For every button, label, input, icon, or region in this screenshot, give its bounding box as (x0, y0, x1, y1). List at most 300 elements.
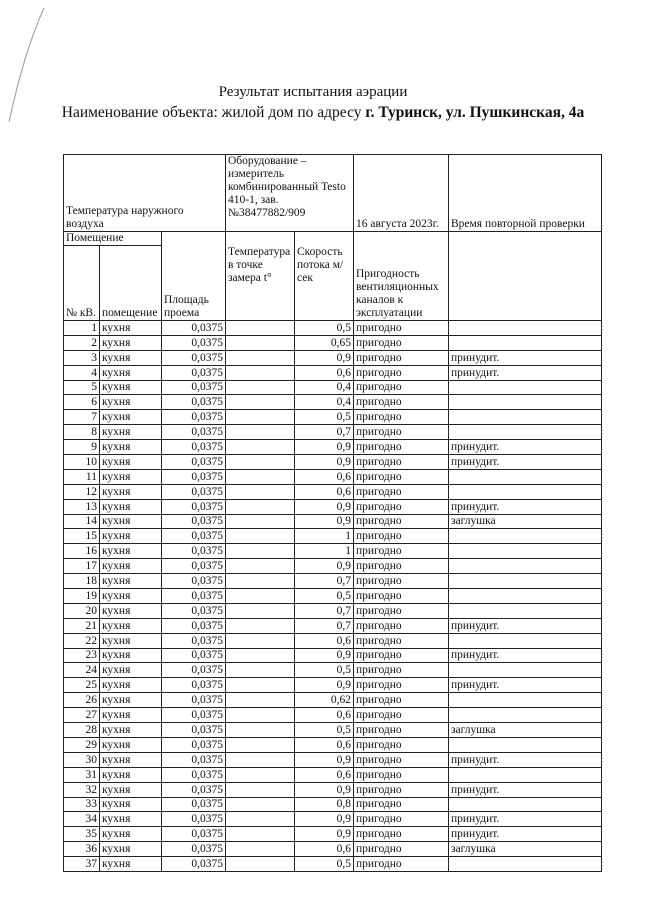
cell-note (449, 484, 602, 499)
cell-room: кухня (100, 767, 162, 782)
cell-status: пригодно (354, 782, 449, 797)
cell-status: пригодно (354, 633, 449, 648)
cell-note (449, 603, 602, 618)
cell-note (449, 797, 602, 812)
cell-note (449, 589, 602, 604)
cell-area: 0,0375 (162, 782, 226, 797)
cell-speed: 0,8 (295, 797, 354, 812)
cell-area: 0,0375 (162, 648, 226, 663)
cell-temp (226, 633, 295, 648)
cell-temp (226, 514, 295, 529)
col-header-room: помещение (100, 246, 162, 321)
cell-area: 0,0375 (162, 455, 226, 470)
cell-apt: 26 (64, 693, 100, 708)
cell-room: кухня (100, 365, 162, 380)
cell-temp (226, 693, 295, 708)
cell-room: кухня (100, 469, 162, 484)
cell-room: кухня (100, 693, 162, 708)
equipment-label: Оборудование – измеритель комбинированный Testo 410-1, зав. №38477882/909 (226, 155, 354, 232)
cell-area: 0,0375 (162, 767, 226, 782)
cell-apt: 27 (64, 708, 100, 723)
table-row (64, 574, 602, 589)
cell-room: кухня (100, 812, 162, 827)
cell-note (449, 574, 602, 589)
cell-note: принудит. (449, 440, 602, 455)
cell-note (449, 469, 602, 484)
table-row (64, 678, 602, 693)
cell-temp (226, 678, 295, 693)
cell-apt: 3 (64, 350, 100, 365)
cell-status: пригодно (354, 559, 449, 574)
cell-room: кухня (100, 335, 162, 350)
cell-temp (226, 425, 295, 440)
table-row (64, 767, 602, 782)
table-row (64, 603, 602, 618)
cell-room: кухня (100, 678, 162, 693)
cell-temp (226, 410, 295, 425)
cell-note (449, 544, 602, 559)
table-row (64, 812, 602, 827)
cell-area: 0,0375 (162, 559, 226, 574)
cell-speed: 0,9 (295, 812, 354, 827)
cell-apt: 11 (64, 469, 100, 484)
cell-apt: 34 (64, 812, 100, 827)
col-header-speed: Скорость потока м/сек (295, 246, 354, 321)
cell-status: пригодно (354, 678, 449, 693)
cell-temp (226, 663, 295, 678)
cell-area: 0,0375 (162, 857, 226, 872)
cell-apt: 5 (64, 380, 100, 395)
cell-temp (226, 842, 295, 857)
table-row (64, 782, 602, 797)
cell-apt: 30 (64, 752, 100, 767)
cell-apt: 37 (64, 857, 100, 872)
cell-speed: 0,4 (295, 395, 354, 410)
table-row (64, 321, 602, 336)
cell-status: пригодно (354, 842, 449, 857)
cell-status: пригодно (354, 812, 449, 827)
cell-temp (226, 365, 295, 380)
cell-speed: 0,6 (295, 484, 354, 499)
measurement-rows (64, 321, 602, 872)
table-row (64, 752, 602, 767)
cell-area: 0,0375 (162, 469, 226, 484)
table-row (64, 633, 602, 648)
cell-note: принудит. (449, 350, 602, 365)
col-header-suitability: Пригодность вентиляционных каналов к эксплуатации (354, 246, 449, 321)
cell-area: 0,0375 (162, 514, 226, 529)
cell-room: кухня (100, 410, 162, 425)
cell-room: кухня (100, 842, 162, 857)
table-row (64, 410, 602, 425)
cell-speed: 0,6 (295, 469, 354, 484)
cell-room: кухня (100, 559, 162, 574)
cell-speed: 0,9 (295, 752, 354, 767)
table-row (64, 365, 602, 380)
cell-area: 0,0375 (162, 574, 226, 589)
cell-note: принудит. (449, 678, 602, 693)
cell-note (449, 663, 602, 678)
cell-apt: 2 (64, 335, 100, 350)
recheck-time-label: Время повторной проверки (449, 155, 602, 232)
cell-status: пригодно (354, 618, 449, 633)
cell-temp (226, 812, 295, 827)
cell-note (449, 737, 602, 752)
table-row (64, 559, 602, 574)
cell-speed: 0,7 (295, 618, 354, 633)
cell-note (449, 395, 602, 410)
cell-status: пригодно (354, 350, 449, 365)
cell-area: 0,0375 (162, 827, 226, 842)
cell-status: пригодно (354, 693, 449, 708)
cell-note: принудит. (449, 499, 602, 514)
cell-speed: 0,5 (295, 663, 354, 678)
cell-apt: 12 (64, 484, 100, 499)
cell-room: кухня (100, 752, 162, 767)
table-row (64, 395, 602, 410)
cell-room: кухня (100, 455, 162, 470)
cell-status: пригодно (354, 455, 449, 470)
table-row (64, 708, 602, 723)
aeration-test-table (63, 154, 602, 872)
col-header-temp: Температура в точке замера t° (226, 246, 295, 321)
cell-area: 0,0375 (162, 842, 226, 857)
cell-status: пригодно (354, 484, 449, 499)
cell-room: кухня (100, 737, 162, 752)
cell-area: 0,0375 (162, 544, 226, 559)
cell-speed: 0,7 (295, 425, 354, 440)
cell-note (449, 559, 602, 574)
cell-apt: 36 (64, 842, 100, 857)
cell-status: пригодно (354, 797, 449, 812)
cell-temp (226, 321, 295, 336)
cell-speed: 0,9 (295, 678, 354, 693)
cell-status: пригодно (354, 648, 449, 663)
cell-apt: 22 (64, 633, 100, 648)
cell-apt: 14 (64, 514, 100, 529)
table-row (64, 484, 602, 499)
cell-status: пригодно (354, 499, 449, 514)
cell-temp (226, 529, 295, 544)
cell-room: кухня (100, 603, 162, 618)
cell-note: принудит. (449, 365, 602, 380)
table-row (64, 544, 602, 559)
cell-room: кухня (100, 723, 162, 738)
cell-status: пригодно (354, 380, 449, 395)
cell-note: принудит. (449, 827, 602, 842)
table-row (64, 827, 602, 842)
table-row (64, 380, 602, 395)
table-row (64, 514, 602, 529)
cell-temp (226, 544, 295, 559)
cell-room: кухня (100, 797, 162, 812)
cell-area: 0,0375 (162, 335, 226, 350)
cell-room: кухня (100, 529, 162, 544)
cell-status: пригодно (354, 767, 449, 782)
cell-status: пригодно (354, 440, 449, 455)
cell-area: 0,0375 (162, 752, 226, 767)
object-name-line (0, 104, 648, 122)
cell-temp (226, 723, 295, 738)
cell-room: кухня (100, 648, 162, 663)
cell-temp (226, 589, 295, 604)
table-row (64, 693, 602, 708)
cell-area: 0,0375 (162, 693, 226, 708)
cell-speed: 0,5 (295, 723, 354, 738)
cell-area: 0,0375 (162, 350, 226, 365)
cell-room: кухня (100, 827, 162, 842)
cell-room: кухня (100, 782, 162, 797)
cell-note: заглушка (449, 842, 602, 857)
cell-apt: 18 (64, 574, 100, 589)
cell-speed: 0,4 (295, 380, 354, 395)
table-row (64, 618, 602, 633)
cell-status: пригодно (354, 529, 449, 544)
cell-temp (226, 484, 295, 499)
cell-note: принудит. (449, 812, 602, 827)
table-row (64, 663, 602, 678)
cell-status: пригодно (354, 321, 449, 336)
table-row (64, 440, 602, 455)
cell-room: кухня (100, 544, 162, 559)
cell-note (449, 857, 602, 872)
cell-area: 0,0375 (162, 589, 226, 604)
cell-speed: 0,6 (295, 737, 354, 752)
cell-speed: 0,7 (295, 574, 354, 589)
cell-apt: 9 (64, 440, 100, 455)
cell-temp (226, 648, 295, 663)
cell-area: 0,0375 (162, 484, 226, 499)
cell-note (449, 529, 602, 544)
cell-room: кухня (100, 395, 162, 410)
cell-note: принудит. (449, 752, 602, 767)
cell-area: 0,0375 (162, 737, 226, 752)
cell-apt: 4 (64, 365, 100, 380)
cell-status: пригодно (354, 827, 449, 842)
cell-room: кухня (100, 425, 162, 440)
cell-room: кухня (100, 514, 162, 529)
cell-area: 0,0375 (162, 365, 226, 380)
cell-temp (226, 455, 295, 470)
cell-speed: 1 (295, 544, 354, 559)
table-row (64, 648, 602, 663)
cell-status: пригодно (354, 514, 449, 529)
cell-area: 0,0375 (162, 708, 226, 723)
cell-apt: 6 (64, 395, 100, 410)
cell-speed: 0,9 (295, 350, 354, 365)
cell-area: 0,0375 (162, 812, 226, 827)
cell-speed: 0,62 (295, 693, 354, 708)
cell-room: кухня (100, 321, 162, 336)
cell-speed: 0,9 (295, 440, 354, 455)
cell-note (449, 410, 602, 425)
cell-temp (226, 797, 295, 812)
cell-apt: 35 (64, 827, 100, 842)
cell-speed: 0,9 (295, 499, 354, 514)
cell-speed: 0,5 (295, 857, 354, 872)
cell-temp (226, 499, 295, 514)
cell-apt: 31 (64, 767, 100, 782)
table-row (64, 797, 602, 812)
cell-area: 0,0375 (162, 797, 226, 812)
cell-apt: 32 (64, 782, 100, 797)
cell-speed: 0,9 (295, 514, 354, 529)
cell-status: пригодно (354, 469, 449, 484)
cell-temp (226, 574, 295, 589)
col-header-area: Площадь проема (162, 246, 226, 321)
cell-area: 0,0375 (162, 395, 226, 410)
cell-note (449, 335, 602, 350)
cell-speed: 0,65 (295, 335, 354, 350)
cell-room: кухня (100, 589, 162, 604)
cell-apt: 23 (64, 648, 100, 663)
cell-apt: 13 (64, 499, 100, 514)
cell-note: принудит. (449, 648, 602, 663)
cell-apt: 1 (64, 321, 100, 336)
cell-apt: 33 (64, 797, 100, 812)
cell-speed: 0,5 (295, 589, 354, 604)
cell-note (449, 321, 602, 336)
cell-temp (226, 782, 295, 797)
table-row (64, 469, 602, 484)
table-row (64, 335, 602, 350)
cell-note: принудит. (449, 455, 602, 470)
cell-area: 0,0375 (162, 321, 226, 336)
cell-apt: 29 (64, 737, 100, 752)
cell-room: кухня (100, 633, 162, 648)
cell-speed: 0,6 (295, 708, 354, 723)
cell-room: кухня (100, 350, 162, 365)
cell-note: заглушка (449, 514, 602, 529)
cell-temp (226, 827, 295, 842)
cell-status: пригодно (354, 663, 449, 678)
cell-temp (226, 469, 295, 484)
table-row (64, 529, 602, 544)
cell-apt: 25 (64, 678, 100, 693)
cell-room: кухня (100, 618, 162, 633)
cell-area: 0,0375 (162, 380, 226, 395)
table-row (64, 589, 602, 604)
table-row (64, 723, 602, 738)
cell-status: пригодно (354, 410, 449, 425)
cell-temp (226, 440, 295, 455)
cell-status: пригодно (354, 395, 449, 410)
object-address: г. Туринск, ул. Пушкинская, 4а (365, 104, 585, 121)
cell-apt: 21 (64, 618, 100, 633)
cell-speed: 0,9 (295, 455, 354, 470)
cell-temp (226, 752, 295, 767)
cell-note: принудит. (449, 782, 602, 797)
cell-note: принудит. (449, 618, 602, 633)
table-row (64, 842, 602, 857)
cell-temp (226, 395, 295, 410)
cell-apt: 28 (64, 723, 100, 738)
cell-speed: 0,6 (295, 842, 354, 857)
table-row (64, 425, 602, 440)
cell-note (449, 425, 602, 440)
cell-area: 0,0375 (162, 440, 226, 455)
table-row (64, 499, 602, 514)
cell-status: пригодно (354, 752, 449, 767)
cell-status: пригодно (354, 574, 449, 589)
cell-temp (226, 857, 295, 872)
cell-temp (226, 350, 295, 365)
cell-status: пригодно (354, 589, 449, 604)
cell-apt: 10 (64, 455, 100, 470)
cell-room: кухня (100, 663, 162, 678)
cell-temp (226, 380, 295, 395)
cell-area: 0,0375 (162, 618, 226, 633)
cell-temp (226, 618, 295, 633)
premises-label: Помещение (64, 232, 162, 246)
table-row (64, 857, 602, 872)
test-date: 16 августа 2023г. (354, 155, 449, 232)
cell-note: заглушка (449, 723, 602, 738)
document-title: Результат испытания аэрации (218, 84, 408, 100)
outdoor-temp-label: Температура наружного воздуха (64, 155, 226, 232)
cell-note (449, 708, 602, 723)
cell-status: пригодно (354, 723, 449, 738)
cell-temp (226, 559, 295, 574)
cell-area: 0,0375 (162, 663, 226, 678)
cell-status: пригодно (354, 335, 449, 350)
cell-speed: 0,6 (295, 633, 354, 648)
cell-room: кухня (100, 708, 162, 723)
cell-speed: 0,7 (295, 603, 354, 618)
cell-speed: 0,5 (295, 321, 354, 336)
cell-note (449, 380, 602, 395)
cell-speed: 0,9 (295, 559, 354, 574)
cell-note (449, 767, 602, 782)
cell-apt: 8 (64, 425, 100, 440)
cell-speed: 0,9 (295, 782, 354, 797)
cell-temp (226, 603, 295, 618)
cell-area: 0,0375 (162, 678, 226, 693)
cell-note (449, 633, 602, 648)
cell-speed: 0,6 (295, 365, 354, 380)
cell-speed: 0,5 (295, 410, 354, 425)
cell-status: пригодно (354, 603, 449, 618)
cell-apt: 24 (64, 663, 100, 678)
cell-status: пригодно (354, 737, 449, 752)
cell-speed: 0,9 (295, 827, 354, 842)
cell-area: 0,0375 (162, 603, 226, 618)
cell-temp (226, 737, 295, 752)
cell-room: кухня (100, 499, 162, 514)
cell-temp (226, 767, 295, 782)
cell-apt: 15 (64, 529, 100, 544)
cell-room: кухня (100, 380, 162, 395)
cell-area: 0,0375 (162, 529, 226, 544)
cell-speed: 0,6 (295, 767, 354, 782)
cell-status: пригодно (354, 544, 449, 559)
cell-status: пригодно (354, 425, 449, 440)
cell-temp (226, 335, 295, 350)
cell-note (449, 693, 602, 708)
cell-apt: 7 (64, 410, 100, 425)
cell-apt: 20 (64, 603, 100, 618)
cell-area: 0,0375 (162, 410, 226, 425)
col-header-apt: № кВ. (64, 246, 100, 321)
cell-temp (226, 708, 295, 723)
cell-speed: 0,9 (295, 648, 354, 663)
table-row (64, 737, 602, 752)
table-row (64, 455, 602, 470)
cell-speed: 1 (295, 529, 354, 544)
cell-status: пригодно (354, 857, 449, 872)
object-name-prefix: Наименование объекта: жилой дом по адресу (61, 104, 366, 121)
cell-area: 0,0375 (162, 425, 226, 440)
